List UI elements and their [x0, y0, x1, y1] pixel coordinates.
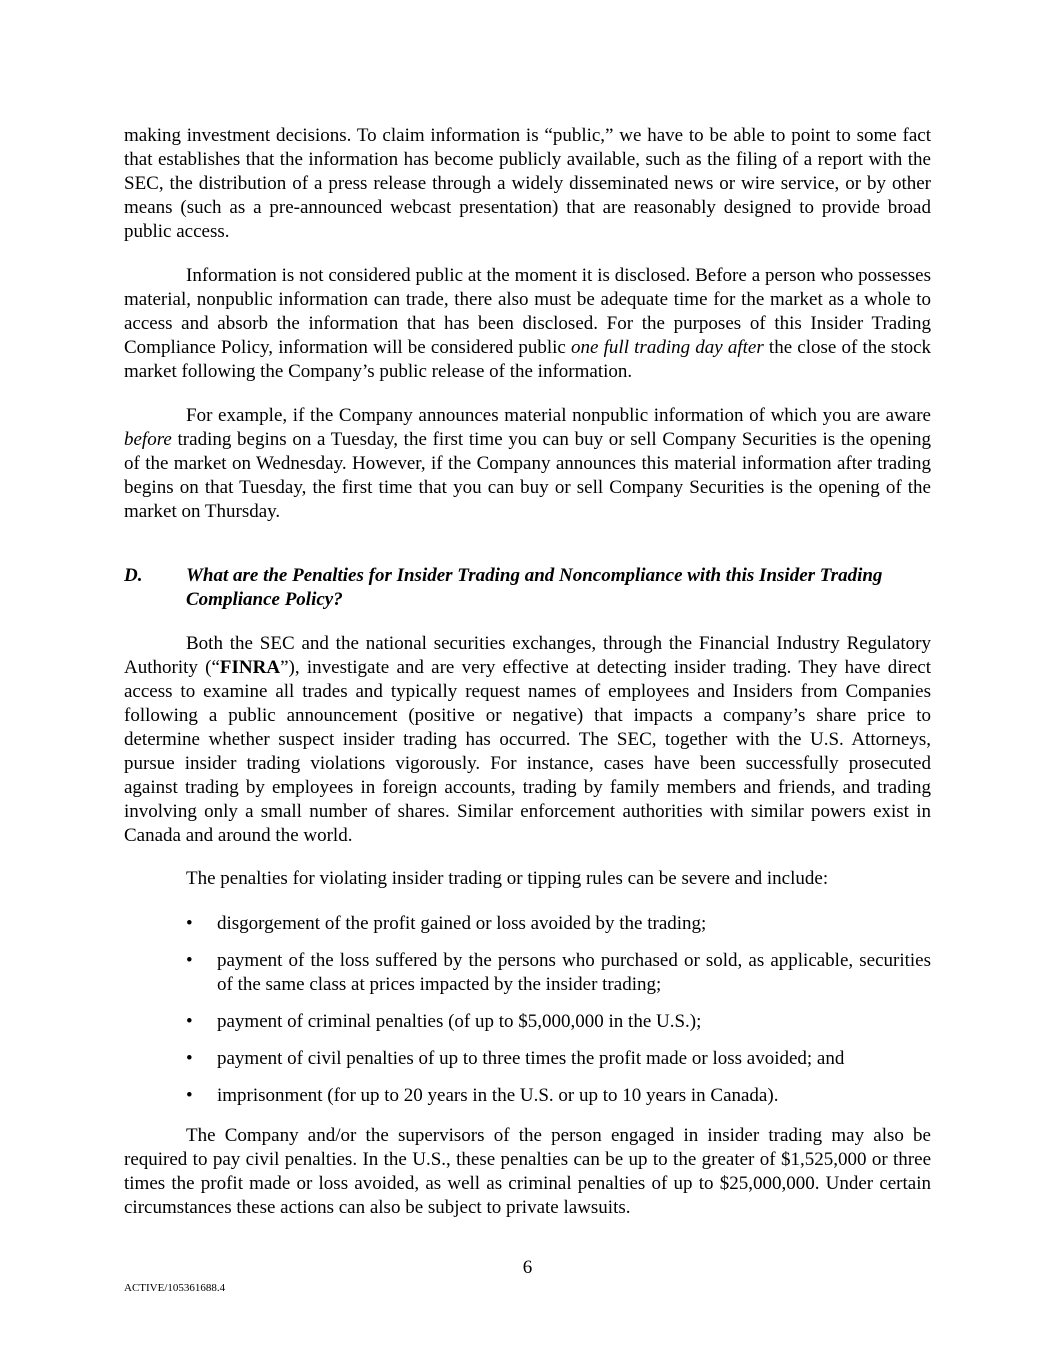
section-heading — [124, 564, 931, 612]
list-item-text: imprisonment (for up to 20 years in the U.S. or up to 10 years in Canada). — [217, 1085, 779, 1106]
document-id: ACTIVE/105361688.4 — [124, 1282, 226, 1294]
paragraph-text — [124, 632, 931, 848]
text-run: Both the SEC and the national securities exchanges, through the Financial Industry Regulatory Authority (“ — [124, 633, 931, 678]
paragraph-text: The Company and/or the supervisors of the person engaged in insider trading may also be required to pay civil penalties. In the U.S., these penalties can be up to the greater of $1,525,000 or three times the profit made or loss avoided, as well as criminal penalties of up to $25,000,000. Under certain circumstances these actions can also be subject to private lawsuits. — [124, 1125, 931, 1218]
list-item — [124, 1047, 931, 1071]
section-title: What are the Penalties for Insider Trading and Noncompliance with this Insider Trading Compliance Policy? — [186, 565, 883, 610]
bullet-marker: • — [186, 1085, 193, 1106]
list-item-text: payment of the loss suffered by the persons who purchased or sold, as applicable, securities of the same class at prices impacted by the insider trading; — [217, 950, 931, 995]
paragraph-text — [124, 264, 931, 384]
list-item — [124, 1084, 931, 1108]
paragraph-text: making investment decisions. To claim information is “public,” we have to be able to point to some fact that establishes that the information has become publicly available, such as the filing of a report with the SEC, the distribution of a press release through a widely disseminated news or wire service, or by other means (such as a pre-announced webcast presentation) that are reasonably designed to provide broad public access. — [124, 125, 931, 242]
bullet-marker: • — [186, 950, 193, 971]
bullet-marker: • — [186, 913, 193, 934]
paragraph-example — [124, 404, 931, 524]
bullet-marker: • — [186, 1048, 193, 1069]
paragraph-disclosure-timing — [124, 264, 931, 384]
list-item — [124, 1010, 931, 1034]
text-run: For example, if the Company announces material nonpublic information of which you are aware — [186, 405, 931, 426]
list-item-text: payment of criminal penalties (of up to $5,000,000 in the U.S.); — [217, 1011, 702, 1032]
paragraph-supervisor-liability — [124, 1124, 931, 1220]
italic-emphasis: one full trading day after — [571, 337, 764, 358]
list-item — [124, 949, 931, 997]
list-item — [124, 912, 931, 936]
page-number: 6 — [522, 1257, 533, 1278]
bullet-marker: • — [186, 1011, 193, 1032]
text-run: ”), investigate and are very effective at detecting insider trading. They have direct access to examine all trades and typically request names of employees and Insiders from Companies following a public announcement (positive or negative) that impacts a company’s share price to determine whether suspect insider trading has occurred. The SEC, together with the U.S. Attorneys, pursue insider trading violations vigorously. For instance, cases have been successfully prosecuted against trading by employees in foreign accounts, trading by family members and friends, and trading involving only a small number of shares. Similar enforcement authorities with similar powers exist in Canada and around the world. — [124, 657, 931, 846]
text-run: trading begins on a Tuesday, the first time you can buy or sell Company Securities is the opening of the market on Wednesday. However, if the Company announces this material information after trading begins on that Tuesday, the first time that you can buy or sell Company Securities is the opening of the market on Thursday. — [124, 429, 931, 522]
list-item-text: disgorgement of the profit gained or loss avoided by the trading; — [217, 913, 707, 934]
text-run: the close of the stock market following the Company’s public release of the information. — [124, 337, 931, 382]
italic-emphasis: before — [124, 429, 172, 450]
text-run: Information is not considered public at the moment it is disclosed. Before a person who possesses material, nonpublic information can trade, there also must be adequate time for the market as a whole to access and absorb the information that has been disclosed. For the purposes of this Insider Trading Compliance Policy, information will be considered public — [124, 265, 931, 358]
paragraph-enforcement — [124, 632, 931, 848]
paragraph-penalties-intro: The penalties for violating insider trading or tipping rules can be severe and include: — [186, 868, 829, 889]
penalties-list — [124, 912, 931, 1121]
paragraph-public-information — [124, 124, 931, 244]
bold-emphasis: FINRA — [219, 657, 281, 678]
paragraph-text — [124, 404, 931, 524]
list-item-text: payment of civil penalties of up to three times the profit made or loss avoided; and — [217, 1048, 845, 1069]
section-letter: D. — [124, 565, 143, 586]
